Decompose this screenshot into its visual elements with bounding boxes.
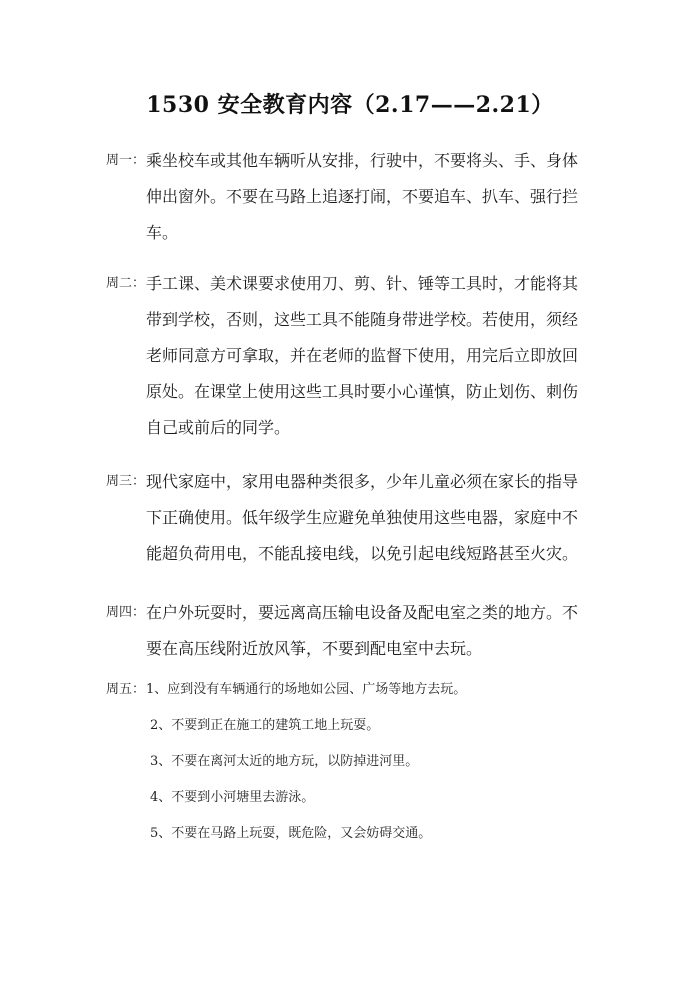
text-line: 车。 — [146, 223, 179, 242]
day-label-thursday: 周四： — [106, 605, 146, 620]
section-body — [146, 143, 606, 251]
text-line: 伸出窗外。不要在马路上追逐打闹，不要追车、扒车、强行拦 — [146, 187, 579, 206]
page-title: 1530 安全教育内容（2.17——2.21） — [146, 92, 554, 118]
list-item: 1、应到没有车辆通行的场地如公园、广场等地方去玩。 — [146, 682, 467, 697]
text-line: 现代家庭中，家用电器种类很多，少年儿童必须在家长的指导 — [146, 472, 579, 491]
list-item: 2、不要到正在施工的建筑工地上玩耍。 — [150, 718, 380, 733]
list-item: 4、不要到小河塘里去游泳。 — [150, 790, 315, 805]
text-line: 要在高压线附近放风筝，不要到配电室中去玩。 — [146, 639, 483, 658]
text-line: 下正确使用。低年级学生应避免单独使用这些电器，家庭中不 — [146, 508, 579, 527]
text-line: 能超负荷用电，不能乱接电线，以免引起电线短路甚至火灾。 — [146, 544, 579, 563]
list-item: 3、不要在离河太近的地方玩，以防掉进河里。 — [150, 754, 419, 769]
section-body — [146, 595, 606, 667]
text-line: 手工课、美术课要求使用刀、剪、针、锤等工具时，才能将其 — [146, 274, 579, 293]
text-line: 老师同意方可拿取，并在老师的监督下使用，用完后立即放回 — [146, 346, 579, 365]
list-item: 5、不要在马路上玩耍，既危险，又会妨碍交通。 — [150, 826, 432, 841]
text-line: 带到学校，否则，这些工具不能随身带进学校。若使用，须经 — [146, 310, 579, 329]
friday-list — [146, 678, 606, 846]
text-line: 乘坐校车或其他车辆听从安排，行驶中，不要将头、手、身体 — [146, 151, 579, 170]
text-line: 在户外玩耍时，要远离高压输电设备及配电室之类的地方。不 — [146, 603, 579, 622]
day-label-wednesday: 周三： — [106, 474, 146, 489]
day-label-monday: 周一： — [106, 153, 146, 168]
text-line: 自己或前后的同学。 — [146, 418, 291, 437]
section-body — [146, 266, 606, 446]
day-label-friday: 周五： — [106, 682, 146, 697]
text-line: 原处。在课堂上使用这些工具时要小心谨慎，防止划伤、刺伤 — [146, 382, 579, 401]
day-label-tuesday: 周二： — [106, 276, 146, 291]
section-body — [146, 464, 606, 572]
